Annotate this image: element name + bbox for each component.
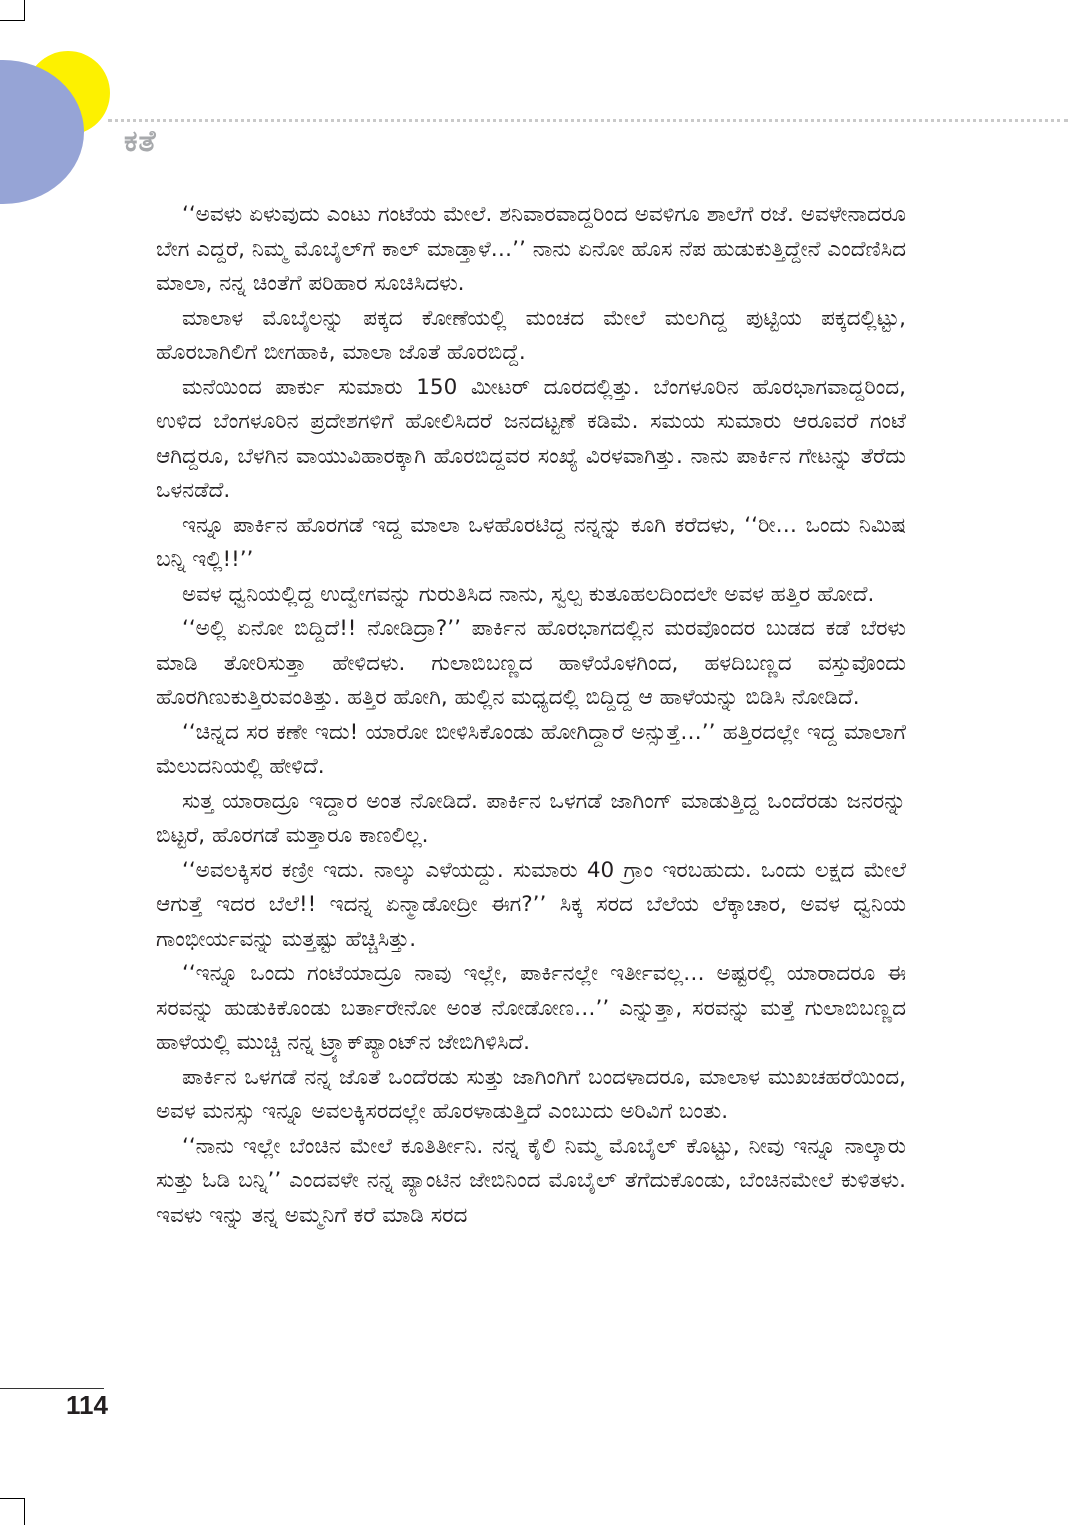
crop-mark-bottom <box>24 1498 25 1525</box>
header-dotted-rule <box>108 119 1068 122</box>
paragraph: ‘‘ಅವಲಕ್ಕಿಸರ ಕಣ್ರೀ ಇದು. ನಾಲ್ಕು ಎಳೆಯದ್ದು. ಸುಮಾರು 40 ಗ್ರಾಂ ಇರಬಹುದು. ಒಂದು ಲಕ್ಷದ ಮೇಲೆ ಆಗುತ್ತೆ ಇದರ ಬೆಲೆ!! ಇದನ್ನ ಏನ್ಮಾಡೋದ್ರೀ ಈಗ?’’ ಸಿಕ್ಕ ಸರದ ಬೆಲೆಯ ಲೆಕ್ಕಾಚಾರ, ಅವಳ ಧ್ವನಿಯ ಗಾಂಭೀರ್ಯವನ್ನು ಮತ್ತಷ್ಟು ಹೆಚ್ಚಿಸಿತ್ತು. <box>156 857 906 952</box>
paragraph: ಪಾರ್ಕಿನ ಒಳಗಡೆ ನನ್ನ ಜೊತೆ ಒಂದೆರಡು ಸುತ್ತು ಜಾಗಿಂಗಿಗೆ ಬಂದಳಾದರೂ, ಮಾಲಾಳ ಮುಖಚಹರೆಯಿಂದ, ಅವಳ ಮನಸ್ಸು ಇನ್ನೂ ಅವಲಕ್ಕಿಸರದಲ್ಲೇ ಹೊರಳಾಡುತ್ತಿದೆ ಎಂಬುದು ಅರಿವಿಗೆ ಬಂತು. <box>156 1064 906 1124</box>
crop-mark-bottom-h <box>0 1498 25 1499</box>
paragraph: ‘‘ಅವಳು ಏಳುವುದು ಎಂಟು ಗಂಟೆಯ ಮೇಲೆ. ಶನಿವಾರವಾದ್ದರಿಂದ ಅವಳಿಗೂ ಶಾಲೆಗೆ ರಜೆ. ಅವಳೇನಾದರೂ ಬೇಗ ಎದ್ದರೆ, ನಿಮ್ಮ ಮೊಬೈಲ್‌ಗೆ ಕಾಲ್ ಮಾಡ್ತಾಳೆ…’’ ನಾನು ಏನೋ ಹೊಸ ನೆಪ ಹುಡುಕುತ್ತಿದ್ದೇನೆ ಎಂದೆಣಿಸಿದ ಮಾಲಾ, ನನ್ನ ಚಿಂತೆಗೆ ಪರಿಹಾರ ಸೂಚಿಸಿದಳು. <box>156 202 906 296</box>
paragraph: ‘‘ನಾನು ಇಲ್ಲೇ ಬೆಂಚಿನ ಮೇಲೆ ಕೂತಿರ್ತೀನಿ. ನನ್ನ ಕೈಲಿ ನಿಮ್ಮ ಮೊಬೈಲ್ ಕೊಟ್ಟು, ನೀವು ಇನ್ನೂ ನಾಲ್ಕಾರು ಸುತ್ತು ಓಡಿ ಬನ್ನಿ’’ ಎಂದವಳೇ ನನ್ನ ಪ್ಯಾಂಟಿನ ಜೇಬಿನಿಂದ ಮೊಬೈಲ್ ತೆಗೆದುಕೊಂಡು, ಬೆಂಚಿನಮೇಲೆ ಕುಳಿತಳು. ಇವಳು ಇನ್ನು ತನ್ನ ಅಮ್ಮನಿಗೆ ಕರೆ ಮಾಡಿ ಸರದ <box>156 1133 906 1228</box>
paragraph: ಮನೆಯಿಂದ ಪಾರ್ಕು ಸುಮಾರು 150 ಮೀಟರ್ ದೂರದಲ್ಲಿತ್ತು. ಬೆಂಗಳೂರಿನ ಹೊರಭಾಗವಾದ್ದರಿಂದ, ಉಳಿದ ಬೆಂಗಳೂರಿನ ಪ್ರದೇಶಗಳಿಗೆ ಹೋಲಿಸಿದರೆ ಜನದಟ್ಟಣೆ ಕಡಿಮೆ. ಸಮಯ ಸುಮಾರು ಆರೂವರೆ ಗಂಟೆ ಆಗಿದ್ದರೂ, ಬೆಳಗಿನ ವಾಯುವಿಹಾರಕ್ಕಾಗಿ ಹೊರಬಿದ್ದವರ ಸಂಖ್ಯೆ ವಿರಳವಾಗಿತ್ತು. ನಾನು ಪಾರ್ಕಿನ ಗೇಟನ್ನು ತೆರೆದು ಒಳನಡೆದೆ. <box>156 374 906 503</box>
paragraph: ಸುತ್ತ ಯಾರಾದ್ರೂ ಇದ್ದಾರ ಅಂತ ನೋಡಿದೆ. ಪಾರ್ಕಿನ ಒಳಗಡೆ ಜಾಗಿಂಗ್ ಮಾಡುತ್ತಿದ್ದ ಒಂದೆರಡು ಜನರನ್ನು ಬಿಟ್ಟರೆ, ಹೊರಗಡೆ ಮತ್ತಾರೂ ಕಾಣಲಿಲ್ಲ. <box>156 788 906 848</box>
page-number: 114 <box>66 1390 108 1420</box>
crop-mark-top-h <box>0 20 25 21</box>
crop-mark-top <box>24 0 25 20</box>
paragraph: ‘‘ಇನ್ನೂ ಒಂದು ಗಂಟೆಯಾದ್ರೂ ನಾವು ಇಲ್ಲೇ, ಪಾರ್ಕಿನಲ್ಲೇ ಇರ್ತೀವಲ್ಲ… ಅಷ್ಟರಲ್ಲಿ ಯಾರಾದರೂ ಈ ಸರವನ್ನು ಹುಡುಕಿಕೊಂಡು ಬರ್ತಾರೇನೋ ಅಂತ ನೋಡೋಣ…’’ ಎನ್ನುತ್ತಾ, ಸರವನ್ನು ಮತ್ತೆ ಗುಲಾಬಿಬಣ್ಣದ ಹಾಳೆಯಲ್ಲಿ ಮುಚ್ಚಿ ನನ್ನ ಟ್ರ್ಯಾಕ್‌ಪ್ಯಾಂಟ್‌ನ ಜೇಬಿಗಿಳಿಸಿದೆ. <box>156 961 906 1055</box>
paragraph: ‘‘ಅಲ್ಲಿ ಏನೋ ಬಿದ್ದಿದೆ!! ನೋಡಿದ್ರಾ?’’ ಪಾರ್ಕಿನ ಹೊರಭಾಗದಲ್ಲಿನ ಮರವೊಂದರ ಬುಡದ ಕಡೆ ಬೆರಳು ಮಾಡಿ ತೋರಿಸುತ್ತಾ ಹೇಳಿದಳು. ಗುಲಾಬಿಬಣ್ಣದ ಹಾಳೆಯೊಳಗಿಂದ, ಹಳದಿಬಣ್ಣದ ವಸ್ತುವೊಂದು ಹೊರಗಿಣುಕುತ್ತಿರುವಂತಿತ್ತು. ಹತ್ತಿರ ಹೋಗಿ, ಹುಲ್ಲಿನ ಮಧ್ಯದಲ್ಲಿ ಬಿದ್ದಿದ್ದ ಆ ಹಾಳೆಯನ್ನು ಬಿಡಿಸಿ ನೋಡಿದೆ. <box>156 616 906 710</box>
paragraph: ಅವಳ ಧ್ವನಿಯಲ್ಲಿದ್ದ ಉದ್ವೇಗವನ್ನು ಗುರುತಿಸಿದ ನಾನು, ಸ್ವಲ್ಪ ಕುತೂಹಲದಿಂದಲೇ ಅವಳ ಹತ್ತಿರ ಹೋದೆ. <box>182 581 875 607</box>
section-label: ಕತೆ <box>124 124 157 159</box>
story-body <box>156 198 906 1233</box>
footer-rule <box>0 1388 104 1389</box>
paragraph: ‘‘ಚಿನ್ನದ ಸರ ಕಣೇ ಇದು! ಯಾರೋ ಬೀಳಿಸಿಕೊಂಡು ಹೋಗಿದ್ದಾರೆ ಅನ್ಸುತ್ತೆ…’’ ಹತ್ತಿರದಲ್ಲೇ ಇದ್ದ ಮಾಲಾಗೆ ಮೆಲುದನಿಯಲ್ಲಿ ಹೇಳಿದೆ. <box>156 719 906 779</box>
paragraph: ಮಾಲಾಳ ಮೊಬೈಲನ್ನು ಪಕ್ಕದ ಕೋಣೆಯಲ್ಲಿ ಮಂಚದ ಮೇಲೆ ಮಲಗಿದ್ದ ಪುಟ್ಟಿಯ ಪಕ್ಕದಲ್ಲಿಟ್ಟು, ಹೊರಬಾಗಿಲಿಗೆ ಬೀಗಹಾಕಿ, ಮಾಲಾ ಜೊತೆ ಹೊರಬಿದ್ದೆ. <box>156 305 906 365</box>
paragraph: ಇನ್ನೂ ಪಾರ್ಕಿನ ಹೊರಗಡೆ ಇದ್ದ ಮಾಲಾ ಒಳಹೊರಟಿದ್ದ ನನ್ನನ್ನು ಕೂಗಿ ಕರೆದಳು, ‘‘ರೀ… ಒಂದು ನಿಮಿಷ ಬನ್ನಿ ಇಲ್ಲಿ!!’’ <box>156 512 906 572</box>
